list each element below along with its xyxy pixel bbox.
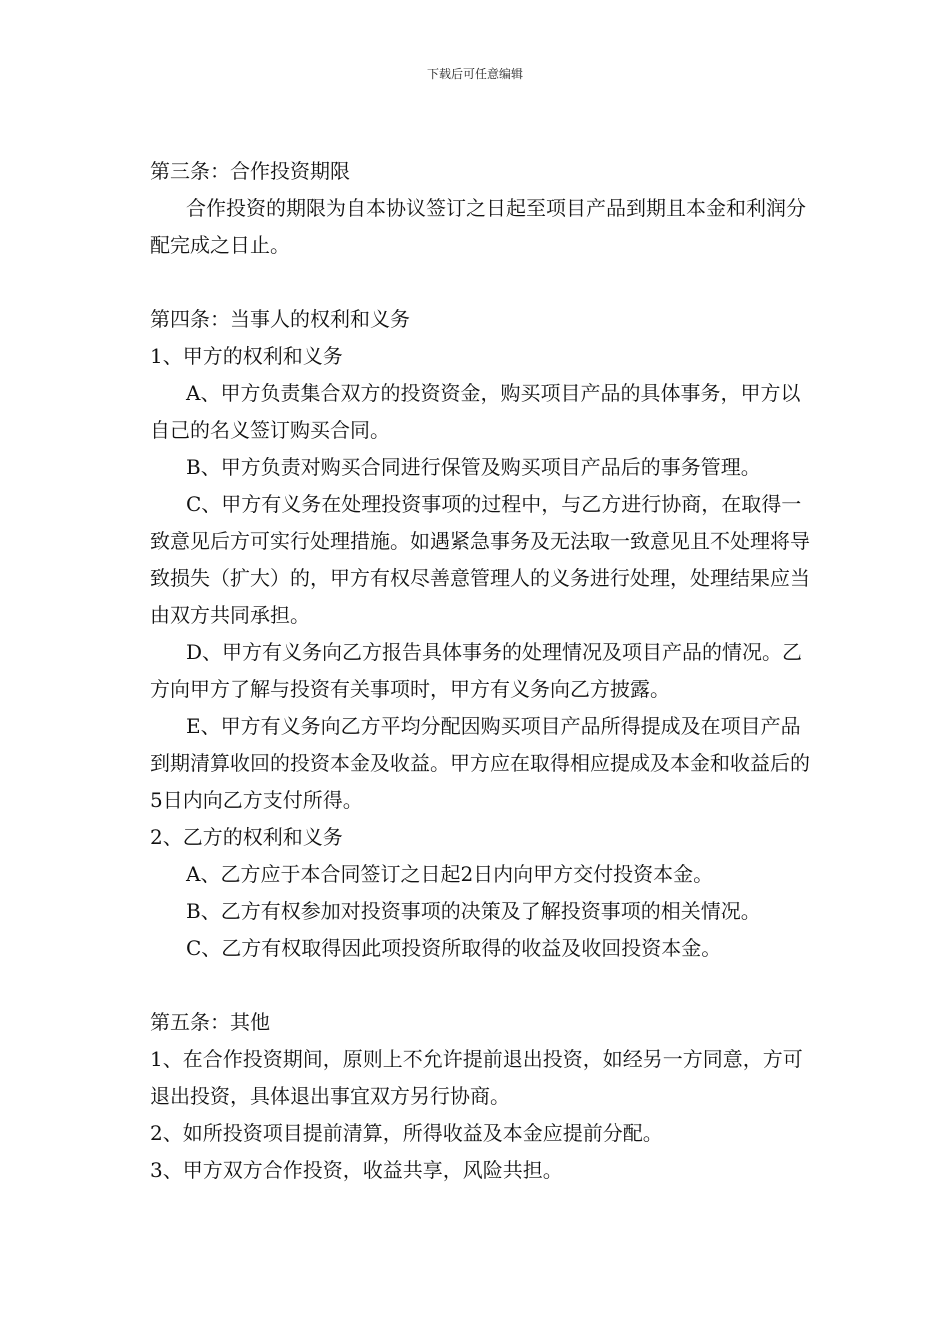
party-b-item-c: C、乙方有权取得因此项投资所取得的收益及收回投资本金。 [186,936,722,960]
section-gap [150,967,814,1004]
party-b-item-b: B、乙方有权参加对投资事项的决策及了解投资事项的相关情况。 [186,899,761,923]
article-5-item-1: 1、在合作投资期间，原则上不允许提前退出投资，如经另一方同意，方可退出投资，具体退出事宜双方另行协商。 [150,1047,803,1108]
article-4-title: 第四条：当事人的权利和义务 [150,307,410,331]
article-3-body: 合作投资的期限为自本协议签订之日起至项目产品到期且本金和利润分配完成之日止。 [150,196,806,257]
header-note: 下载后可任意编辑 [426,67,523,81]
party-a-heading: 1、甲方的权利和义务 [150,344,343,368]
party-a-item-e: E、甲方有义务向乙方平均分配因购买项目产品所得提成及在项目产品到期清算收回的投资本金及收益。甲方应在取得相应提成及本金和收益后的5日内向乙方支付所得。 [150,714,810,812]
article-5-item-3: 3、甲方双方合作投资，收益共享，风险共担。 [150,1158,563,1182]
document-body [150,153,814,1189]
party-a-item-c: C、甲方有义务在处理投资事项的过程中，与乙方进行协商，在取得一致意见后方可实行处理措施。如遇紧急事务及无法取一致意见且不处理将导致损失（扩大）的，甲方有权尽善意管理人的义务进行处理，处理结果应当由双方共同承担。 [150,492,810,627]
party-b-heading: 2、乙方的权利和义务 [150,825,343,849]
article-5-item-2: 2、如所投资项目提前清算，所得收益及本金应提前分配。 [150,1121,663,1145]
article-3-title: 第三条：合作投资期限 [150,159,350,183]
party-a-item-b: B、甲方负责对购买合同进行保管及购买项目产品后的事务管理。 [186,455,761,479]
article-5-title: 第五条：其他 [150,1010,270,1034]
party-b-item-a: A、乙方应于本合同签订之日起2日内向甲方交付投资本金。 [186,862,714,886]
party-a-item-a: A、甲方负责集合双方的投资资金，购买项目产品的具体事务，甲方以自己的名义签订购买合同。 [150,381,801,442]
section-gap [150,264,814,301]
party-a-item-d: D、甲方有义务向乙方报告具体事务的处理情况及项目产品的情况。乙方向甲方了解与投资有关事项时，甲方有义务向乙方披露。 [150,640,803,701]
